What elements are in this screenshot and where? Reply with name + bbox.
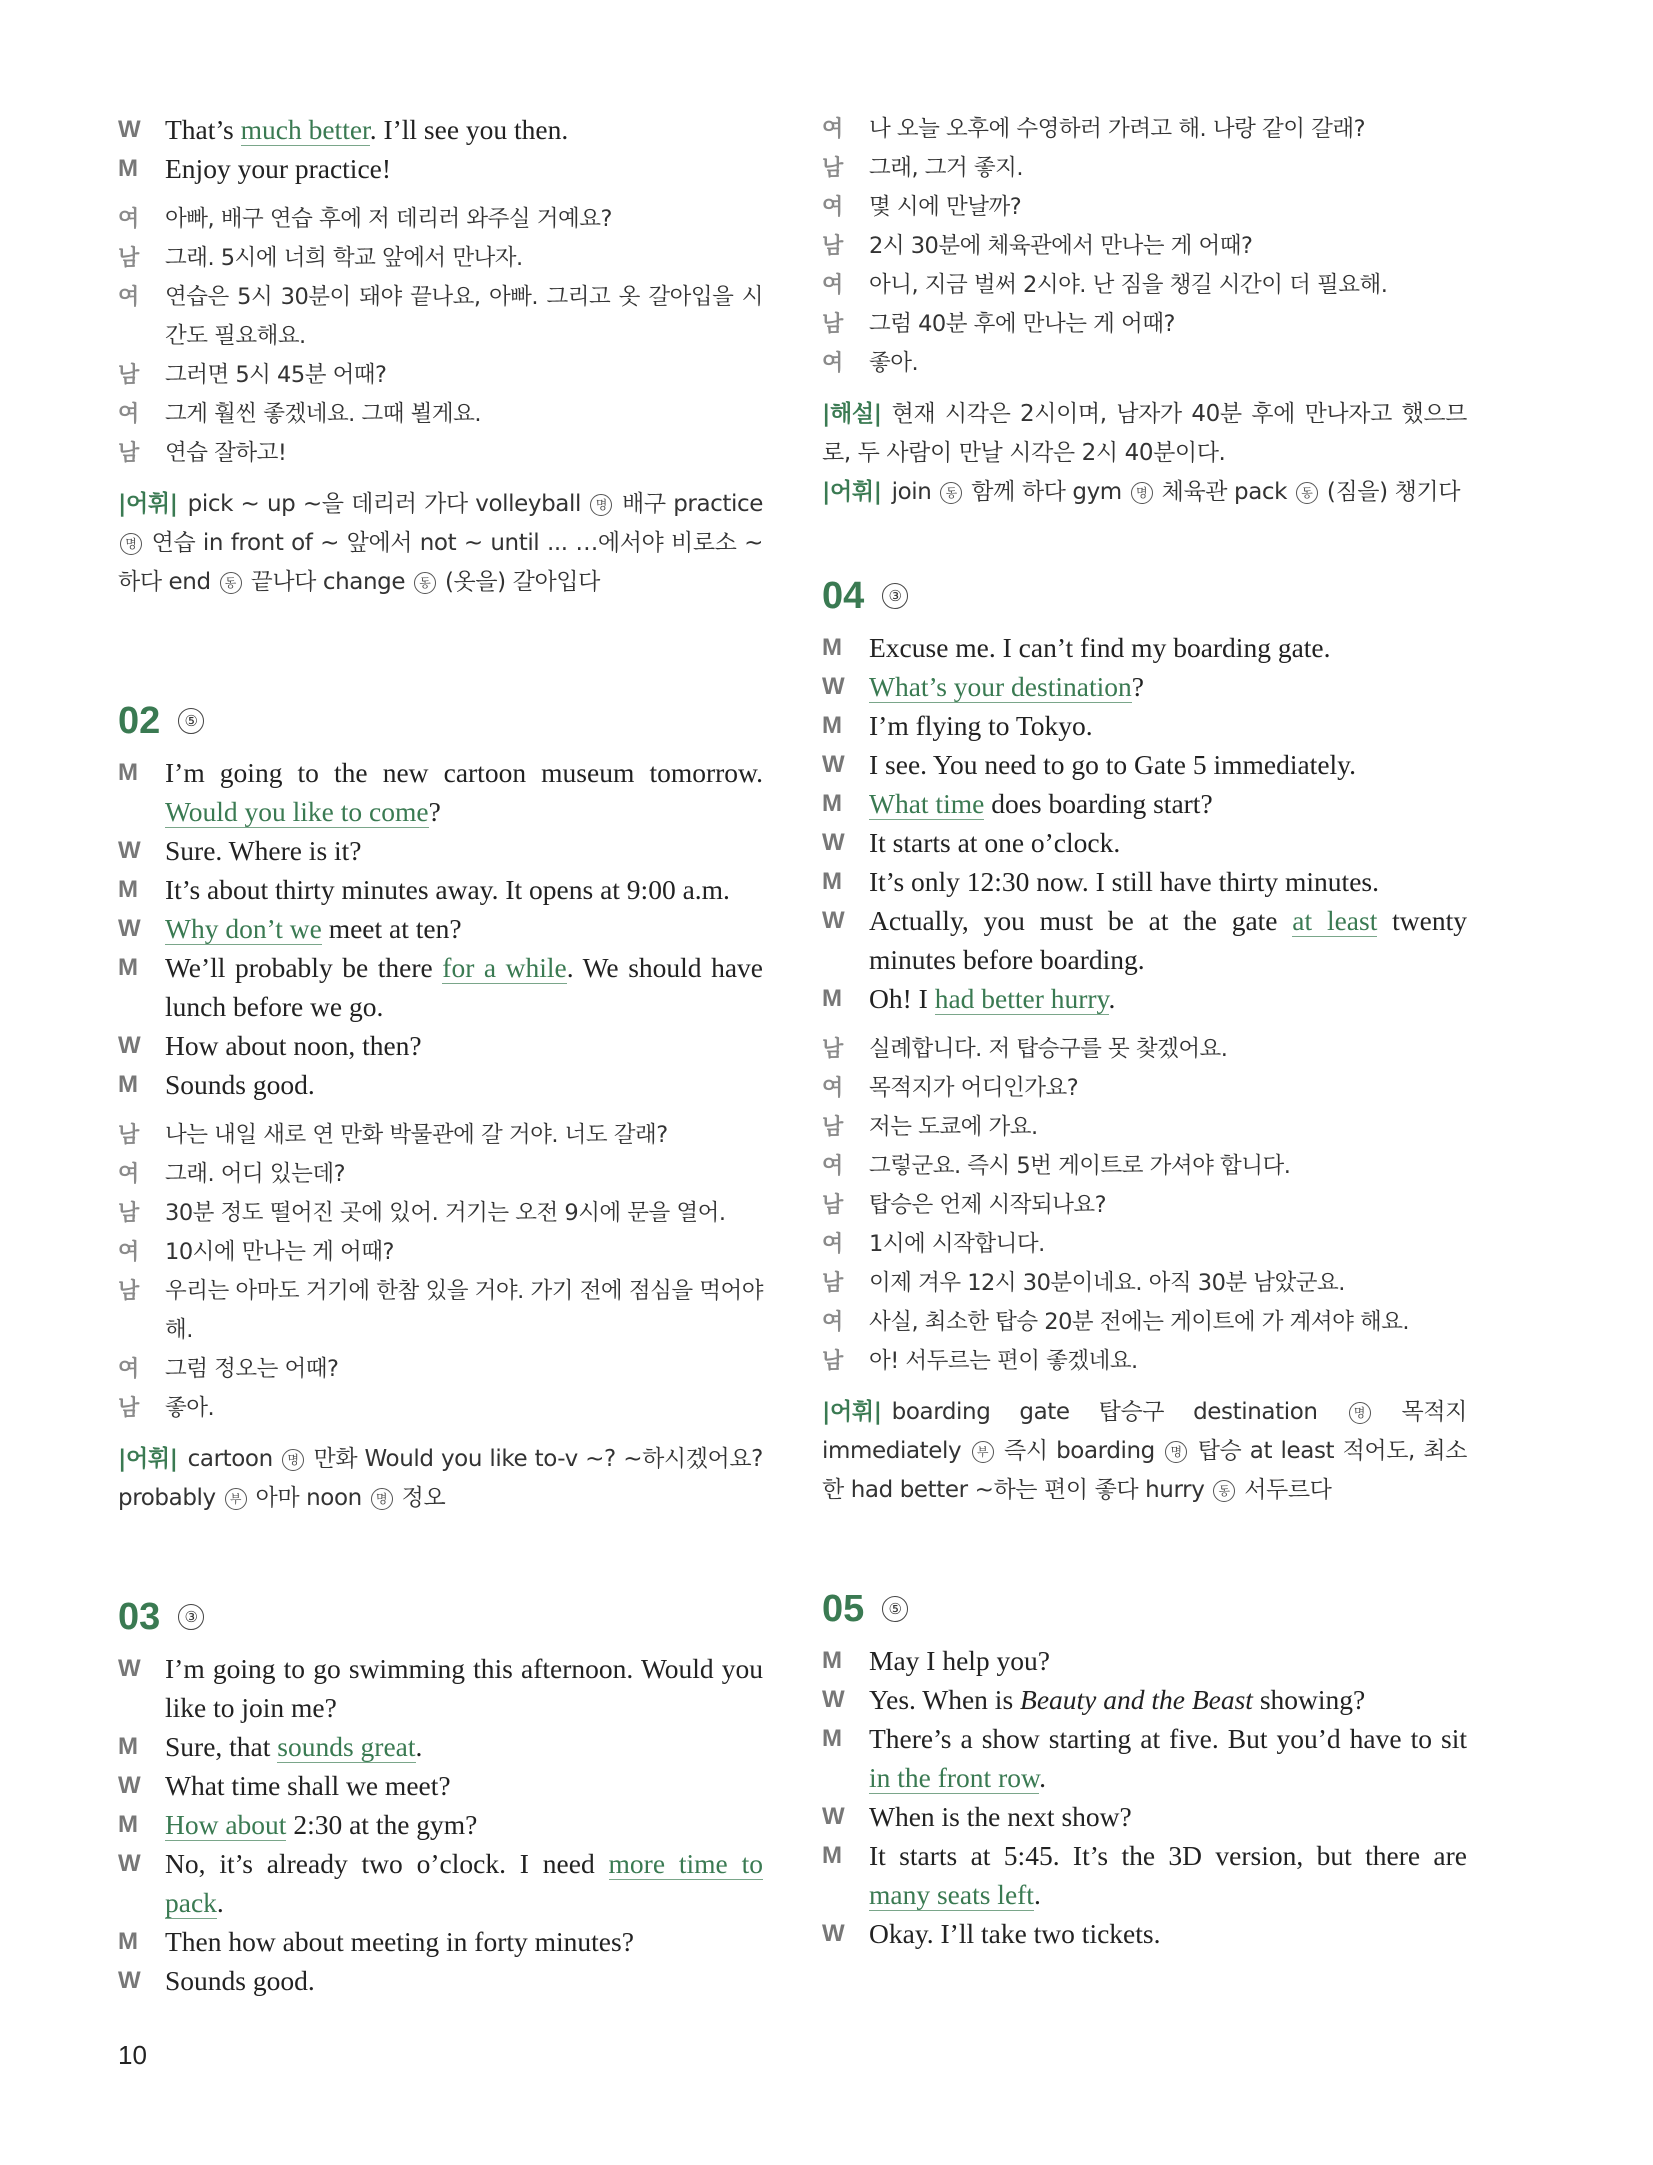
translation-text: 사실, 최소한 탑승 20분 전에는 게이트에 가 계셔야 해요. <box>869 1309 1410 1335</box>
vocabulary-text: cartoon <box>187 1446 281 1472</box>
text-segment: showing? <box>1252 1684 1366 1715</box>
translation-line <box>822 1030 1467 1069</box>
dialogue-line <box>822 667 1467 706</box>
translation-text: 연습 잘하고! <box>165 440 287 466</box>
translation-line <box>118 200 763 239</box>
answer-badge: ③ <box>178 1604 204 1630</box>
blank-answer: more time to pack <box>165 1848 763 1918</box>
speaker-label: M <box>118 1733 138 1760</box>
speaker-label: 여 <box>822 195 843 220</box>
dialogue-line <box>822 628 1467 667</box>
speaker-label: 남 <box>118 363 139 388</box>
q03-vocabulary: |어휘| join 동 함께 하다 gym 명 체육관 pack 동 (짐을) 챙기다 <box>822 479 1461 505</box>
speaker-label: 남 <box>118 441 139 466</box>
speaker-label: 여 <box>118 402 139 427</box>
dialogue-text <box>869 1836 1467 1914</box>
speaker-label: M <box>118 954 138 981</box>
vocabulary-text: (짐을) 챙기다 <box>1319 479 1461 505</box>
dialogue-line <box>822 979 1467 1018</box>
dialogue-text <box>165 948 763 1026</box>
translation-line <box>118 1350 763 1389</box>
speaker-label: M <box>118 759 138 786</box>
dialogue-text <box>165 149 763 188</box>
answer-badge: ⑤ <box>178 708 204 734</box>
dialogue-line <box>822 1641 1467 1680</box>
dialogue-line <box>118 831 763 870</box>
q04-dialogue-english <box>822 628 1467 1018</box>
text-segment: I’m flying to Tokyo. <box>869 710 1093 741</box>
speaker-label: M <box>822 712 842 739</box>
answer-badge: ③ <box>882 583 908 609</box>
dialogue-text <box>165 1922 763 1961</box>
dialogue-line <box>118 1649 763 1727</box>
text-segment: ? <box>428 796 441 827</box>
translation-text: 우리는 아마도 거기에 한참 있을 거야. 가기 전에 점심을 먹어야 해. <box>165 1278 763 1343</box>
dialogue-text <box>165 870 763 909</box>
text-segment: How about noon, then? <box>165 1030 422 1061</box>
speaker-label: 남 <box>822 312 843 337</box>
dialogue-text <box>165 1649 763 1727</box>
dialogue-text <box>869 1719 1467 1797</box>
q01-dialogue-korean <box>118 200 763 473</box>
translation-line <box>822 1225 1467 1264</box>
page-number: 10 <box>118 2040 147 2070</box>
q04-heading <box>822 572 1467 620</box>
translation-text: 그래, 그거 좋지. <box>869 155 1024 181</box>
blank-answer: Why don’t we <box>165 913 322 944</box>
translation-line <box>822 149 1467 188</box>
translation-line <box>822 188 1467 227</box>
dialogue-text <box>165 831 763 870</box>
translation-line <box>822 1069 1467 1108</box>
q02-dialogue-korean <box>118 1116 763 1428</box>
question-number: 05 <box>822 1588 865 1630</box>
question-number: 04 <box>822 575 865 617</box>
translation-text: 그럼 40분 후에 만나는 게 어때? <box>869 311 1175 337</box>
text-segment: Actually, you must be at the gate <box>869 905 1293 936</box>
speaker-label: W <box>118 1850 141 1877</box>
translation-line <box>822 266 1467 305</box>
part-of-speech-badge: 동 <box>1296 482 1318 504</box>
text-segment: When is the next show? <box>869 1801 1132 1832</box>
vocabulary-text: pick ~ up ~을 데리러 가다 volleyball <box>187 491 589 517</box>
translation-line <box>822 1147 1467 1186</box>
speaker-label: 남 <box>822 234 843 259</box>
part-of-speech-badge: 명 <box>120 533 142 555</box>
dialogue-text <box>869 823 1467 862</box>
speaker-label: W <box>822 673 845 700</box>
speaker-label: W <box>822 829 845 856</box>
q03-heading <box>118 1593 763 1641</box>
blank-answer: What time <box>869 788 985 819</box>
speaker-label: 여 <box>822 1076 843 1101</box>
text-segment: Enjoy your practice! <box>165 153 392 184</box>
speaker-label: M <box>822 790 842 817</box>
speaker-label: W <box>822 751 845 778</box>
speaker-label: W <box>118 116 141 143</box>
translation-text: 그럼 정오는 어때? <box>165 1356 339 1382</box>
translation-line <box>822 1342 1467 1381</box>
translation-text: 그렇군요. 즉시 5번 게이트로 가셔야 합니다. <box>869 1153 1291 1179</box>
text-segment: May I help you? <box>869 1645 1050 1676</box>
speaker-label: 남 <box>822 1349 843 1374</box>
text-segment: I’m going to go swimming this afternoon. Would you like to join me? <box>165 1653 763 1723</box>
speaker-label: 여 <box>822 351 843 376</box>
translation-text: 그게 훨씬 좋겠네요. 그때 뵐게요. <box>165 401 481 427</box>
dialogue-text <box>869 784 1467 823</box>
part-of-speech-badge: 명 <box>590 494 612 516</box>
dialogue-line <box>822 862 1467 901</box>
text-segment: . <box>415 1731 423 1762</box>
speaker-label: M <box>822 1725 842 1752</box>
speaker-label: 남 <box>118 1201 139 1226</box>
translation-line <box>822 1264 1467 1303</box>
text-segment: It starts at 5:45. It’s the 3D version, but there are <box>869 1840 1467 1871</box>
vocabulary-text: (옷을) 갈아입다 <box>438 569 600 595</box>
q02-dialogue-english <box>118 753 763 1104</box>
text-segment: That’s <box>165 114 241 145</box>
speaker-label: 남 <box>118 1396 139 1421</box>
translation-text: 목적지가 어디인가요? <box>869 1075 1079 1101</box>
dialogue-line <box>118 149 763 188</box>
dialogue-text <box>869 1641 1467 1680</box>
translation-line <box>118 1272 763 1350</box>
speaker-label: 남 <box>822 1271 843 1296</box>
speaker-label: 여 <box>118 1240 139 1265</box>
translation-text: 나는 내일 새로 연 만화 박물관에 갈 거야. 너도 갈래? <box>165 1122 668 1148</box>
dialogue-text <box>165 1065 763 1104</box>
speaker-label: 남 <box>822 1115 843 1140</box>
dialogue-line <box>822 706 1467 745</box>
speaker-label: M <box>118 155 138 182</box>
translation-line <box>822 1108 1467 1147</box>
q02-heading <box>118 697 763 745</box>
text-segment: Sure, that <box>165 1731 278 1762</box>
dialogue-text <box>869 901 1467 979</box>
speaker-label: W <box>118 915 141 942</box>
dialogue-line <box>822 1719 1467 1797</box>
blank-answer: many seats left <box>869 1879 1034 1910</box>
dialogue-line <box>822 784 1467 823</box>
part-of-speech-badge: 부 <box>225 1488 247 1510</box>
question-number: 03 <box>118 1596 161 1638</box>
text-segment: . <box>1033 1879 1041 1910</box>
text-segment: . <box>1039 1762 1046 1793</box>
blank-answer: had better hurry <box>934 983 1109 1014</box>
speaker-label: 남 <box>822 1193 843 1218</box>
answer-badge: ⑤ <box>882 1596 908 1622</box>
part-of-speech-badge: 명 <box>1349 1402 1371 1424</box>
vocabulary-text: 배구 practice <box>614 491 763 517</box>
text-segment: . <box>1108 983 1116 1014</box>
speaker-label: M <box>822 634 842 661</box>
translation-line <box>118 1155 763 1194</box>
part-of-speech-badge: 명 <box>282 1449 304 1471</box>
question-number: 02 <box>118 700 161 742</box>
speaker-label: 남 <box>118 1279 139 1304</box>
translation-line <box>822 305 1467 344</box>
dialogue-text <box>869 979 1467 1018</box>
translation-text: 2시 30분에 체육관에서 만나는 게 어때? <box>869 233 1253 259</box>
dialogue-text <box>165 1961 763 2000</box>
blank-answer: for a while <box>442 952 567 983</box>
q05-heading <box>822 1585 1467 1633</box>
translation-text: 그래. 5시에 너희 학교 앞에서 만나자. <box>165 245 523 271</box>
dialogue-line <box>822 745 1467 784</box>
speaker-label: M <box>118 1071 138 1098</box>
text-segment: I’m going to the new cartoon museum tomorrow. <box>165 757 763 788</box>
text-segment: No, it’s already two o’clock. I need <box>165 1848 609 1879</box>
q01-dialogue-english <box>118 110 763 188</box>
translation-line <box>822 227 1467 266</box>
speaker-label: 남 <box>118 1123 139 1148</box>
dialogue-text <box>869 667 1467 706</box>
translation-line <box>118 395 763 434</box>
dialogue-line <box>118 909 763 948</box>
dialogue-text <box>165 1805 763 1844</box>
text-segment: Oh! I <box>869 983 935 1014</box>
text-segment: . We should have lunch before we go. <box>165 952 763 1022</box>
text-segment: Okay. I’ll take two tickets. <box>869 1918 1161 1949</box>
dialogue-line <box>822 1797 1467 1836</box>
text-segment: What time shall we meet? <box>165 1770 451 1801</box>
speaker-label: 여 <box>118 1162 139 1187</box>
translation-line <box>118 1194 763 1233</box>
text-segment: Sure. Where is it? <box>165 835 362 866</box>
dialogue-line <box>822 1680 1467 1719</box>
dialogue-text <box>869 1797 1467 1836</box>
dialogue-line <box>118 948 763 1026</box>
part-of-speech-badge: 명 <box>1131 482 1153 504</box>
dialogue-text <box>165 1844 763 1922</box>
speaker-label: M <box>118 876 138 903</box>
dialogue-line <box>822 1836 1467 1914</box>
speaker-label: 여 <box>822 1232 843 1257</box>
text-segment: Excuse me. I can’t find my boarding gate. <box>869 632 1331 663</box>
q01-vocabulary: |어휘| pick ~ up ~을 데리러 가다 volleyball 명 배구 practice 명 연습 in front of ~ 앞에서 not ~ until ... …에서야 비로소 ~하다 end 동 끝나다 change 동 (옷을) 갈아입다 <box>118 491 763 595</box>
text-segment: We’ll probably be there <box>165 952 443 983</box>
translation-text: 좋아. <box>165 1395 215 1421</box>
speaker-label: M <box>118 1811 138 1838</box>
speaker-label: M <box>822 868 842 895</box>
speaker-label: 남 <box>118 246 139 271</box>
speaker-label: W <box>822 1920 845 1947</box>
vocabulary-text: boarding gate 탑승구 destination <box>891 1399 1347 1425</box>
dialogue-text <box>869 1680 1467 1719</box>
speaker-label: M <box>822 1842 842 1869</box>
vocabulary-text: 끝나다 change <box>243 569 413 595</box>
translation-line <box>118 1116 763 1155</box>
right-column <box>822 110 1467 1953</box>
speaker-label: 여 <box>118 1357 139 1382</box>
dialogue-line <box>118 1961 763 2000</box>
translation-text: 1시에 시작합니다. <box>869 1231 1045 1257</box>
dialogue-line <box>118 1065 763 1104</box>
dialogue-text <box>165 753 763 831</box>
blank-answer: in the front row <box>869 1762 1040 1793</box>
speaker-label: M <box>822 985 842 1012</box>
speaker-label: 여 <box>118 207 139 232</box>
vocabulary-text: 체육관 pack <box>1154 479 1294 505</box>
q03-explanation: |해설| 현재 시각은 2시이며, 남자가 40분 후에 만나자고 했으므로, 두 사람이 만날 시각은 2시 40분이다. <box>822 401 1467 466</box>
part-of-speech-badge: 부 <box>972 1441 994 1463</box>
vocabulary-text: 정오 <box>394 1485 446 1511</box>
speaker-label: 남 <box>822 156 843 181</box>
translation-text: 그러면 5시 45분 어때? <box>165 362 387 388</box>
translation-line <box>822 1303 1467 1342</box>
translation-line <box>118 1233 763 1272</box>
q03-dialogue-korean <box>822 110 1467 383</box>
translation-text: 아빠, 배구 연습 후에 저 데리러 와주실 거예요? <box>165 206 612 232</box>
speaker-label: 여 <box>118 285 139 310</box>
q04-vocabulary: |어휘| boarding gate 탑승구 destination 명 목적지 immediately 부 즉시 boarding 명 탑승 at least 적어도, 최소한 had better ~하는 편이 좋다 hurry 동 서두르다 <box>822 1399 1467 1503</box>
translation-text: 아니, 지금 벌써 2시야. 난 짐을 챙길 시간이 더 필요해. <box>869 272 1388 298</box>
dialogue-line <box>118 110 763 149</box>
translation-text: 좋아. <box>869 350 919 376</box>
speaker-label: M <box>118 1928 138 1955</box>
text-segment: Sounds good. <box>165 1965 315 1996</box>
translation-text: 나 오늘 오후에 수영하러 가려고 해. 나랑 같이 갈래? <box>869 116 1366 142</box>
text-segment: . <box>216 1887 224 1918</box>
dialogue-line <box>822 901 1467 979</box>
translation-text: 30분 정도 떨어진 곳에 있어. 거기는 오전 9시에 문을 열어. <box>165 1200 726 1226</box>
part-of-speech-badge: 명 <box>371 1488 393 1510</box>
vocabulary-text: 아마 noon <box>248 1485 369 1511</box>
speaker-label: W <box>822 1686 845 1713</box>
dialogue-line <box>118 1026 763 1065</box>
blank-answer: What’s your destination <box>869 671 1132 702</box>
speaker-label: W <box>822 1803 845 1830</box>
speaker-label: W <box>118 1772 141 1799</box>
text-segment: 2:30 at the gym? <box>286 1809 478 1840</box>
speaker-label: M <box>822 1647 842 1674</box>
dialogue-text <box>869 1914 1467 1953</box>
speaker-label: W <box>118 1032 141 1059</box>
speaker-label: W <box>118 837 141 864</box>
translation-line <box>118 356 763 395</box>
dialogue-text <box>165 1026 763 1065</box>
translation-text: 10시에 만나는 게 어때? <box>165 1239 394 1265</box>
dialogue-text <box>869 745 1467 784</box>
translation-text: 몇 시에 만날까? <box>869 194 1022 220</box>
translation-text: 저는 도쿄에 가요. <box>869 1114 1038 1140</box>
translation-text: 아! 서두르는 편이 좋겠네요. <box>869 1348 1138 1374</box>
speaker-label: W <box>822 907 845 934</box>
translation-text: 연습은 5시 30분이 돼야 끝나요, 아빠. 그리고 옷 갈아입을 시간도 필요해요. <box>165 284 763 349</box>
vocabulary-text: 함께 하다 gym <box>964 479 1129 505</box>
part-of-speech-badge: 동 <box>414 572 436 594</box>
vocabulary-text: 만화 Would you like to-v ~? ~하시겠어요? probably <box>118 1446 763 1511</box>
blank-answer: How about <box>165 1809 287 1840</box>
q04-dialogue-korean <box>822 1030 1467 1381</box>
speaker-label: 여 <box>822 273 843 298</box>
vocabulary-text: 서두르다 <box>1237 1477 1332 1503</box>
dialogue-line <box>118 1805 763 1844</box>
translation-text: 탑승은 언제 시작되나요? <box>869 1192 1107 1218</box>
blank-answer: at least <box>1292 905 1378 936</box>
part-of-speech-badge: 동 <box>1213 1480 1235 1502</box>
text-segment: It starts at one o’clock. <box>869 827 1121 858</box>
text-segment: does boarding start? <box>984 788 1213 819</box>
translation-line <box>118 1389 763 1428</box>
dialogue-text <box>869 706 1467 745</box>
text-segment: There’s a show starting at five. But you’d have to sit <box>869 1723 1467 1754</box>
dialogue-line <box>118 1922 763 1961</box>
text-segment: meet at ten? <box>321 913 462 944</box>
title-text: Beauty and the Beast <box>1020 1684 1253 1715</box>
dialogue-line <box>822 1914 1467 1953</box>
text-segment: Sounds good. <box>165 1069 315 1100</box>
text-segment: Yes. When is <box>869 1684 1021 1715</box>
dialogue-text <box>165 1766 763 1805</box>
text-segment: . I’ll see you then. <box>369 114 569 145</box>
translation-line <box>118 278 763 356</box>
translation-line <box>822 344 1467 383</box>
speaker-label: 여 <box>822 117 843 142</box>
translation-line <box>118 239 763 278</box>
q03-dialogue-english <box>118 1649 763 2000</box>
speaker-label: W <box>118 1655 141 1682</box>
blank-answer: sounds great <box>277 1731 416 1762</box>
speaker-label: 남 <box>822 1037 843 1062</box>
dialogue-line <box>118 1844 763 1922</box>
translation-line <box>118 434 763 473</box>
blank-answer: Would you like to come <box>165 796 429 827</box>
dialogue-text <box>165 1727 763 1766</box>
vocabulary-text: 연습 in front of ~ 앞에서 not ~ until ... …에서야 비로소 ~하다 end <box>118 530 763 595</box>
speaker-label: W <box>118 1967 141 1994</box>
speaker-label: 여 <box>822 1310 843 1335</box>
dialogue-line <box>118 1766 763 1805</box>
dialogue-line <box>118 753 763 831</box>
text-segment: It’s about thirty minutes away. It opens at 9:00 a.m. <box>165 874 730 905</box>
translation-line <box>822 1186 1467 1225</box>
speaker-label: 여 <box>822 1154 843 1179</box>
text-segment: It’s only 12:30 now. I still have thirty minutes. <box>869 866 1379 897</box>
dialogue-line <box>822 823 1467 862</box>
translation-text: 그래. 어디 있는데? <box>165 1161 346 1187</box>
blank-answer: much better <box>240 114 370 145</box>
part-of-speech-badge: 동 <box>220 572 242 594</box>
q02-vocabulary: |어휘| cartoon 명 만화 Would you like to-v ~? ~하시겠어요? probably 부 아마 noon 명 정오 <box>118 1446 763 1511</box>
translation-text: 실례합니다. 저 탑승구를 못 찾겠어요. <box>869 1036 1228 1062</box>
text-segment: ? <box>1131 671 1144 702</box>
text-segment: twenty minutes before boarding. <box>869 905 1467 975</box>
translation-text: 이제 겨우 12시 30분이네요. 아직 30분 남았군요. <box>869 1270 1345 1296</box>
dialogue-text <box>165 110 763 149</box>
vocabulary-text: 즉시 boarding <box>995 1438 1164 1464</box>
dialogue-text <box>869 628 1467 667</box>
vocabulary-text: 탑승 at least 적어도, 최소한 had better ~하는 편이 좋다 hurry <box>822 1438 1467 1503</box>
left-column <box>118 110 763 2000</box>
dialogue-text <box>869 862 1467 901</box>
part-of-speech-badge: 명 <box>1165 1441 1187 1463</box>
text-segment: I see. You need to go to Gate 5 immediately. <box>869 749 1357 780</box>
q05-dialogue-english <box>822 1641 1467 1953</box>
dialogue-line <box>118 870 763 909</box>
text-segment: Then how about meeting in forty minutes? <box>165 1926 634 1957</box>
dialogue-text <box>165 909 763 948</box>
vocabulary-text: 목적지 immediately <box>822 1399 1467 1464</box>
part-of-speech-badge: 동 <box>940 482 962 504</box>
translation-line <box>822 110 1467 149</box>
dialogue-line <box>118 1727 763 1766</box>
vocabulary-text: join <box>891 479 939 505</box>
